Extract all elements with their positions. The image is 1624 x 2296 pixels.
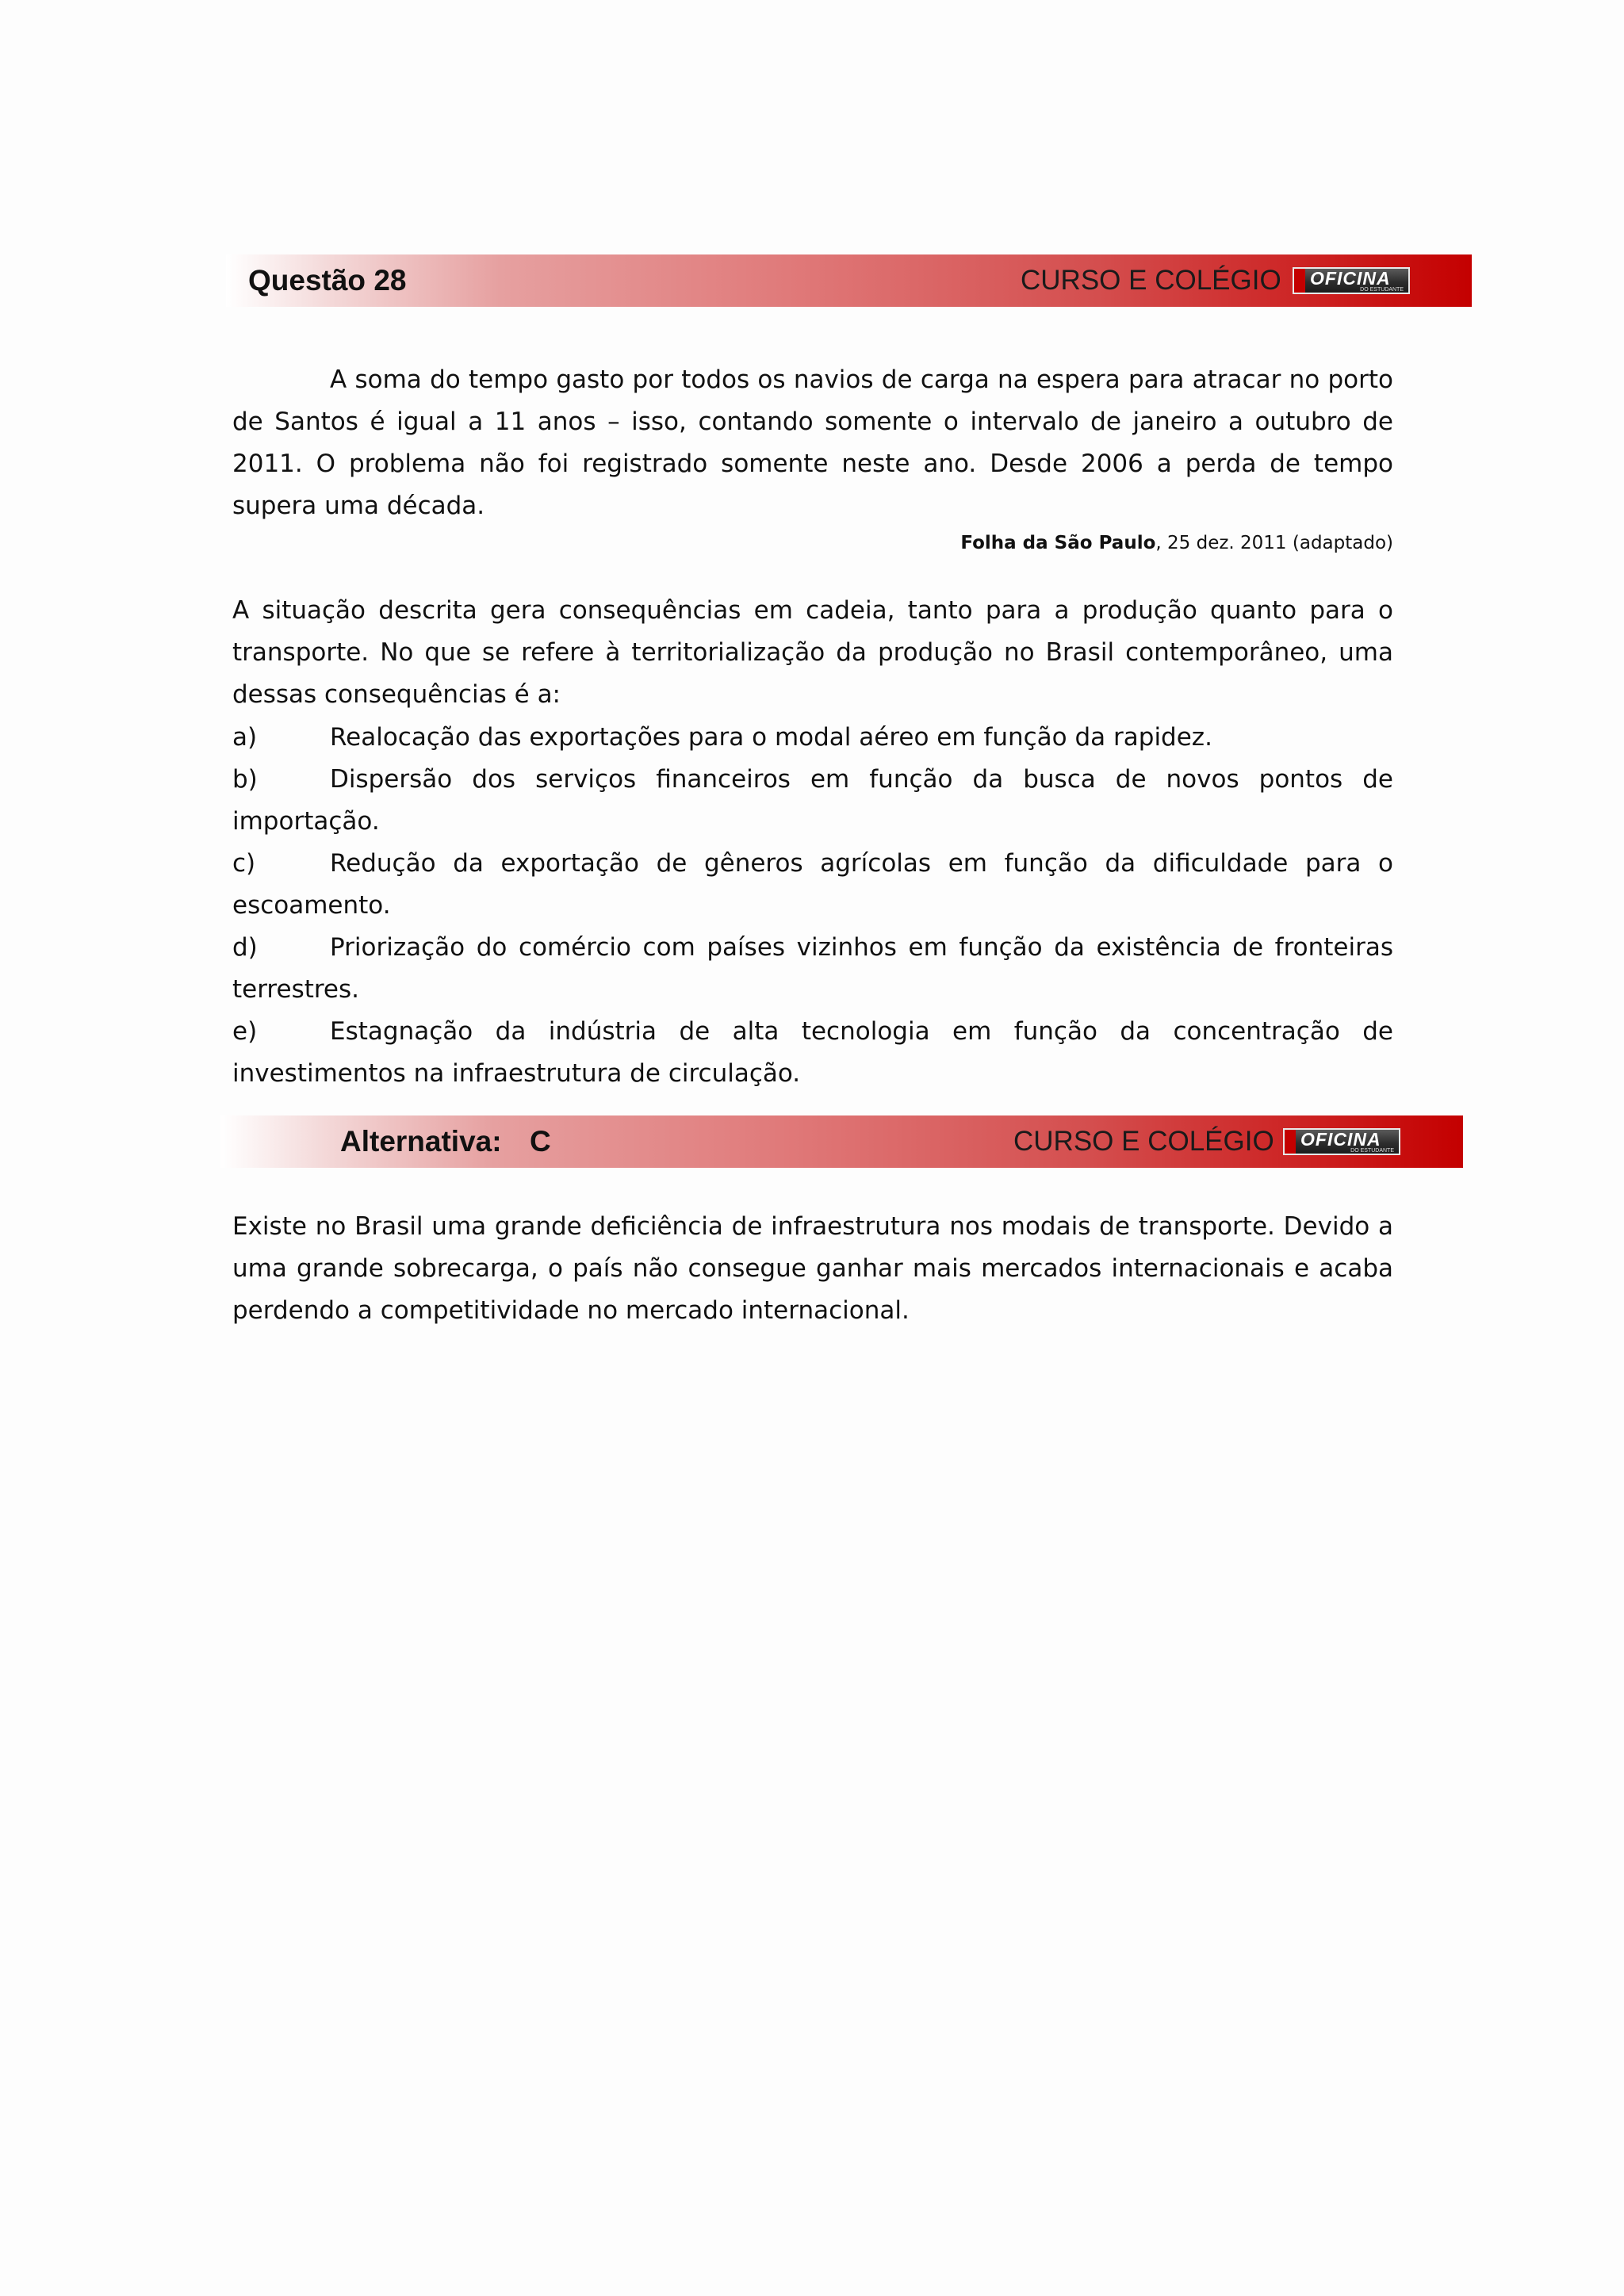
option-d (232, 927, 1393, 1011)
logo-subtext: DO ESTUDANTE (1360, 287, 1404, 293)
question-number: Questão 28 (248, 264, 407, 297)
passage-text: A soma do tempo gasto por todos os navios de carga na espera para atracar no porto de Santos é igual a 11 anos – isso, contando somente o intervalo de janeiro a outubro de 2011. O problema não foi registrado somente neste ano. Desde 2006 a perda de tempo supera uma década. (232, 365, 1393, 520)
logo-wordmark: OFICINA (1310, 268, 1391, 289)
answer-explanation: Existe no Brasil uma grande deficiência de infraestrutura nos modais de transporte. Devido a uma grande sobrecarga, o país não consegue ganhar mais mercados internacionais e acaba perdendo a competitividade no mercado internacional. (232, 1212, 1393, 1325)
question-header-banner (226, 254, 1472, 307)
oficina-logo (1293, 267, 1410, 294)
school-brand-text: CURSO E COLÉGIO (1021, 265, 1281, 296)
option-a (232, 717, 1393, 759)
logo-subtext: DO ESTUDANTE (1350, 1148, 1394, 1154)
logo-red-stripe (1294, 269, 1305, 293)
option-b (232, 759, 1393, 843)
option-letter: e) (232, 1017, 258, 1046)
option-letter: d) (232, 933, 258, 962)
option-e (232, 1011, 1393, 1095)
school-brand-text: CURSO E COLÉGIO (1013, 1126, 1274, 1157)
option-letter: c) (232, 849, 256, 878)
logo-red-stripe (1285, 1130, 1296, 1154)
answer-banner (220, 1115, 1463, 1168)
option-text: Realocação das exportações para o modal aéreo em função da rapidez. (330, 723, 1212, 752)
logo-wordmark: OFICINA (1300, 1129, 1381, 1150)
option-letter: a) (232, 723, 258, 752)
option-letter: b) (232, 765, 258, 794)
option-c (232, 843, 1393, 927)
answer-options-list (232, 717, 1393, 1095)
option-text: Dispersão dos serviços financeiros em função da busca de novos pontos de importação. (232, 765, 1393, 836)
source-citation (232, 527, 1393, 559)
question-stem: A situação descrita gera consequências em cadeia, tanto para a produção quanto para o transporte. No que se refere à territorialização da produção no Brasil contemporâneo, uma dessas consequências é a: (232, 596, 1393, 709)
option-text: Estagnação da indústria de alta tecnologia em função da concentração de investimentos na infraestrutura de circulação. (232, 1017, 1393, 1088)
source-publication: Folha da São Paulo (960, 533, 1156, 553)
oficina-logo (1283, 1128, 1400, 1155)
option-text: Redução da exportação de gêneros agrícolas em função da dificuldade para o escoamento. (232, 849, 1393, 920)
answer-label: Alternativa: (340, 1125, 502, 1158)
option-text: Priorização do comércio com países vizinhos em função da existência de fronteiras terrestres. (232, 933, 1393, 1004)
answer-letter: C (530, 1125, 551, 1158)
source-details: , 25 dez. 2011 (adaptado) (1155, 533, 1393, 553)
